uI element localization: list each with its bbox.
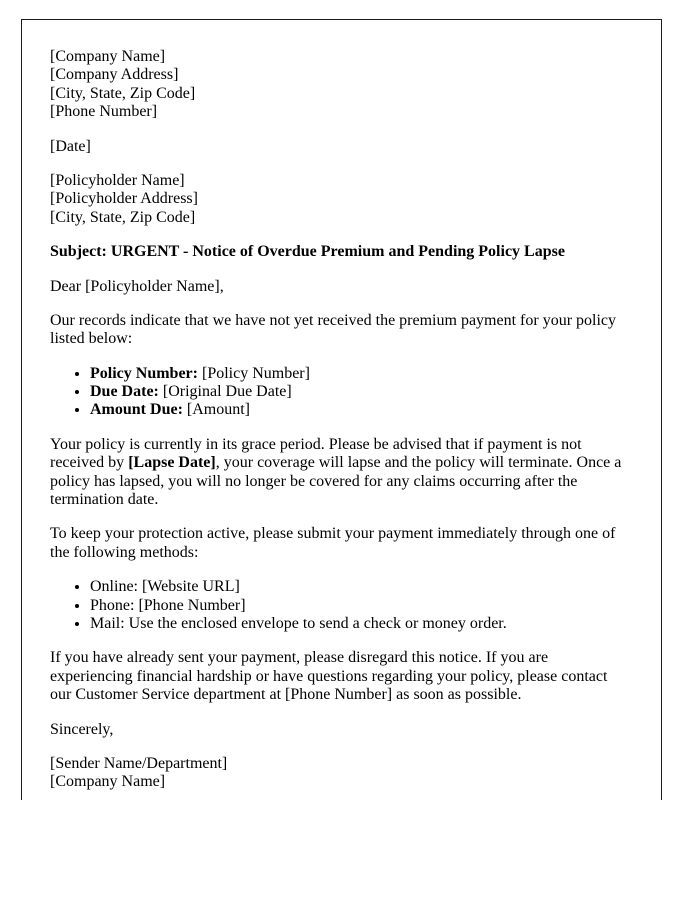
policy-details-list [50, 365, 631, 420]
recipient-address: [Policyholder Address] [50, 190, 198, 208]
grace-text-before: Your policy is currently in its grace period. Please be advised that if payment is not received by [50, 435, 582, 472]
policy-number-value: [Policy Number] [197, 364, 310, 382]
amount-due-label: Amount Due: [90, 401, 183, 419]
recipient-name: [Policyholder Name] [50, 171, 185, 189]
policy-number-item [90, 365, 631, 383]
salutation: Dear [Policyholder Name], [50, 277, 224, 295]
recipient-address-block [50, 172, 631, 227]
amount-due-value: [Amount] [182, 401, 250, 419]
closing-paragraph: If you have already sent your payment, please disregard this notice. If you are experiencing financial hardship or have questions regarding your policy, please contact our Customer Service department at [Phone Number] as soon as possible. [50, 649, 608, 704]
date-line: [Date] [50, 137, 91, 155]
subject-line: Subject: URGENT - Notice of Overdue Premium and Pending Policy Lapse [50, 243, 565, 261]
sign-off: Sincerely, [50, 720, 114, 738]
payment-method-mail: • Mail: Use the enclosed envelope to send a check or money order. [90, 615, 631, 633]
payment-methods-list [50, 578, 631, 633]
due-date-item [90, 383, 631, 401]
sender-phone-number: [Phone Number] [50, 103, 158, 121]
grace-period-paragraph [50, 436, 631, 510]
policy-number-label: Policy Number: [90, 364, 198, 382]
grace-text-after: , your coverage will lapse and the policy will terminate. Once a policy has lapsed, you will no longer be covered for any claims occurring after the termination date. [50, 454, 622, 509]
signature-sender-name: [Sender Name/Department] [50, 754, 228, 772]
payment-method-online: • Online: [Website URL] [90, 578, 631, 596]
sender-address-block [50, 48, 631, 122]
letter-document [21, 19, 662, 800]
intro-paragraph: Our records indicate that we have not yet received the premium payment for your policy listed below: [50, 311, 617, 348]
sender-company-name: [Company Name] [50, 48, 166, 65]
signature-company-name: [Company Name] [50, 773, 166, 791]
due-date-value: [Original Due Date] [158, 383, 292, 401]
amount-due-item [90, 401, 631, 419]
due-date-label: Due Date: [90, 383, 159, 401]
recipient-city-state-zip: [City, State, Zip Code] [50, 208, 196, 226]
payment-method-phone: • Phone: [Phone Number] [90, 597, 631, 615]
sender-city-state-zip: [City, State, Zip Code] [50, 84, 196, 102]
signature-block [50, 755, 631, 792]
lapse-date-bold: [Lapse Date] [128, 454, 216, 472]
payment-intro-paragraph: To keep your protection active, please submit your payment immediately through one of the following methods: [50, 525, 616, 561]
sender-company-address: [Company Address] [50, 66, 179, 84]
